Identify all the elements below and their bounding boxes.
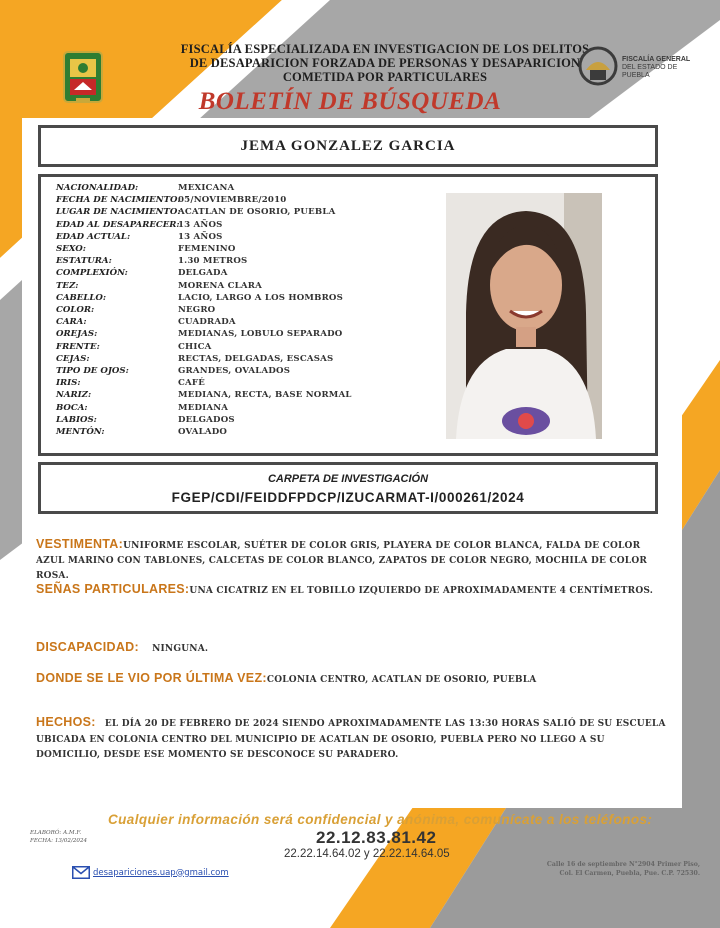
field-row (56, 182, 436, 194)
address-line-1: Calle 16 de septiembre N°2904 Primer Piso, (546, 861, 700, 868)
address (480, 860, 700, 878)
field-label: CARA: (56, 317, 87, 328)
field-label: COMPLEXIÓN: (56, 268, 128, 279)
field-value: 1.30 METROS (178, 256, 248, 267)
field-value: LACIO, LARGO A LOS HOMBROS (178, 292, 344, 303)
carpeta-box (38, 462, 658, 514)
field-label: EDAD ACTUAL: (56, 231, 131, 242)
field-row (56, 414, 436, 426)
field-row (56, 402, 436, 414)
field-label: OREJAS: (56, 329, 98, 340)
discapacidad-label: DISCAPACIDAD: (36, 640, 139, 654)
person-name-box (38, 125, 658, 167)
field-row (56, 292, 436, 304)
field-value: 13 AÑOS (178, 231, 223, 242)
field-value: GRANDES, OVALADOS (178, 366, 291, 377)
field-value: MEDIANA, RECTA, BASE NORMAL (178, 390, 352, 401)
discapacidad-section (36, 640, 666, 655)
elaboro-text: ELABORÓ: A.M.F. (30, 830, 82, 836)
field-label: FRENTE: (56, 341, 100, 352)
phone-main[interactable]: 22.12.83.81.42 (316, 828, 437, 847)
field-row (56, 377, 436, 389)
field-label: FECHA DE NACIMIENTO: (56, 195, 181, 206)
state-emblem-icon (62, 50, 104, 106)
field-label: ESTATURA: (56, 256, 112, 267)
carpeta-label: CARPETA DE INVESTIGACIÓN (267, 473, 429, 485)
field-label: SEXO: (56, 244, 86, 255)
field-value: DELGADA (178, 268, 228, 279)
field-value: NEGRO (178, 305, 216, 316)
field-value: MEXICANA (178, 183, 235, 193)
field-label: NARIZ: (56, 390, 92, 401)
field-label: MENTÓN: (56, 427, 105, 438)
senas-text: UNA CICATRIZ EN EL TOBILLO IZQUIERDO DE APROXIMADAMENTE 4 CENTÍMETROS. (189, 586, 654, 596)
carpeta-number: FGEP/CDI/FEIDDFPDCP/IZUCARMAT-I/000261/2024 (171, 490, 525, 505)
fiscalia-logo (576, 40, 702, 96)
header-line-2: DE DESAPARICION FORZADA DE PERSONAS Y DESAPARICION (189, 56, 581, 70)
header-line-3: COMETIDA POR PARTICULARES (282, 70, 488, 84)
field-value: MEDIANAS, LOBULO SEPARADO (178, 329, 343, 340)
field-label: TEZ: (56, 280, 79, 291)
ultima-vez-text: COLONIA CENTRO, ACATLAN DE OSORIO, PUEBLA (266, 675, 537, 685)
person-name: JEMA GONZALEZ GARCIA (240, 138, 456, 154)
discapacidad-text: NINGUNA. (152, 644, 209, 654)
field-row (56, 243, 436, 255)
field-label: LABIOS: (56, 414, 97, 425)
hechos-label: HECHOS: (36, 715, 96, 729)
fecha-text: FECHA: 13/02/2024 (30, 838, 88, 844)
header-institution (150, 42, 620, 84)
senas-label: SEÑAS PARTICULARES: (36, 582, 190, 596)
field-label: CEJAS: (56, 353, 90, 364)
ultima-vez-section (36, 671, 666, 686)
field-label: IRIS: (56, 378, 81, 389)
field-value: CAFÉ (178, 378, 205, 389)
hechos-section (36, 715, 666, 762)
header-line-1: FISCALÍA ESPECIALIZADA EN INVESTIGACION DE LOS DELITOS (180, 42, 590, 56)
phone-others[interactable]: 22.22.14.64.02 y 22.22.14.64.05 (284, 848, 450, 860)
fiscalia-logo-icon (576, 42, 620, 94)
description-fields (56, 182, 436, 438)
field-label: TIPO DE OJOS: (56, 366, 129, 377)
vestimenta-label: VESTIMENTA: (36, 537, 124, 551)
field-row (56, 267, 436, 279)
field-row (56, 341, 436, 353)
field-value: ACATLAN DE OSORIO, PUEBLA (178, 207, 336, 218)
field-row (56, 365, 436, 377)
field-value: MEDIANA (178, 402, 229, 413)
footer-message: Cualquier información será confidencial y anónima, comunícate a los teléfonos: (108, 812, 653, 827)
page-title: BOLETÍN DE BÚSQUEDA (198, 88, 502, 115)
email-icon (72, 866, 90, 879)
field-row (56, 255, 436, 267)
field-row (56, 280, 436, 292)
field-row (56, 219, 436, 231)
logo-line-2: DEL ESTADO DE (622, 64, 678, 71)
field-row (56, 389, 436, 401)
field-label: NACIONALIDAD: (56, 183, 139, 193)
field-value: MORENA CLARA (178, 280, 262, 291)
field-value: DELGADOS (178, 414, 235, 425)
field-label: CABELLO: (56, 292, 107, 303)
address-line-2: Col. El Carmen, Puebla, Pue. C.P. 72530. (559, 870, 700, 877)
elaboro-info (30, 829, 87, 845)
field-value: FEMENINO (178, 244, 236, 255)
logo-line-1: FISCALÍA GENERAL (622, 56, 691, 63)
person-photo (446, 193, 602, 439)
email-link[interactable]: desapariciones.uap@gmail.com (93, 867, 229, 878)
field-row (56, 194, 436, 206)
field-value: RECTAS, DELGADAS, ESCASAS (178, 353, 334, 364)
field-value: CUADRADA (178, 317, 236, 328)
field-value: OVALADO (178, 427, 228, 438)
hechos-text: EL DÍA 20 DE FEBRERO DE 2024 SIENDO APROXIMADAMENTE LAS 13:30 HORAS SALIÓ DE SU ESCUELA UBICADA EN COLONIA CENTRO DEL MUNICIPIO DE ACATLAN DE OSORIO, PUEBLA PERO NO LLEGO A SU DOMICILIO, DESDE ESE MOMENTO SE DESCONOCE SU PARADERO. (36, 719, 666, 760)
vestimenta-section (36, 537, 666, 582)
field-value: CHICA (178, 341, 212, 352)
vestimenta-text: UNIFORME ESCOLAR, SUÉTER DE COLOR GRIS, PLAYERA DE COLOR BLANCA, FALDA DE COLOR AZUL MARINO CON TABLONES, CALCETAS DE COLOR BLANCO, ZAPATOS DE COLOR NEGRO, MOCHILA DE COLOR ROSA. (36, 541, 648, 581)
field-row (56, 304, 436, 316)
field-label: EDAD AL DESAPARECER: (56, 219, 180, 230)
field-label: LUGAR DE NACIMIENTO: (56, 207, 181, 218)
field-value: 05/NOVIEMBRE/2010 (178, 195, 287, 206)
field-row (56, 426, 436, 438)
field-row (56, 316, 436, 328)
senas-section (36, 582, 666, 597)
logo-line-3: PUEBLA (622, 72, 650, 79)
field-label: COLOR: (56, 305, 95, 316)
field-row (56, 328, 436, 340)
field-row (56, 206, 436, 218)
ultima-vez-label: DONDE SE LE VIO POR ÚLTIMA VEZ: (36, 671, 267, 685)
field-value: 13 AÑOS (178, 219, 223, 230)
field-row (56, 231, 436, 243)
email-contact[interactable] (72, 866, 229, 879)
field-label: BOCA: (56, 402, 88, 413)
field-row (56, 353, 436, 365)
